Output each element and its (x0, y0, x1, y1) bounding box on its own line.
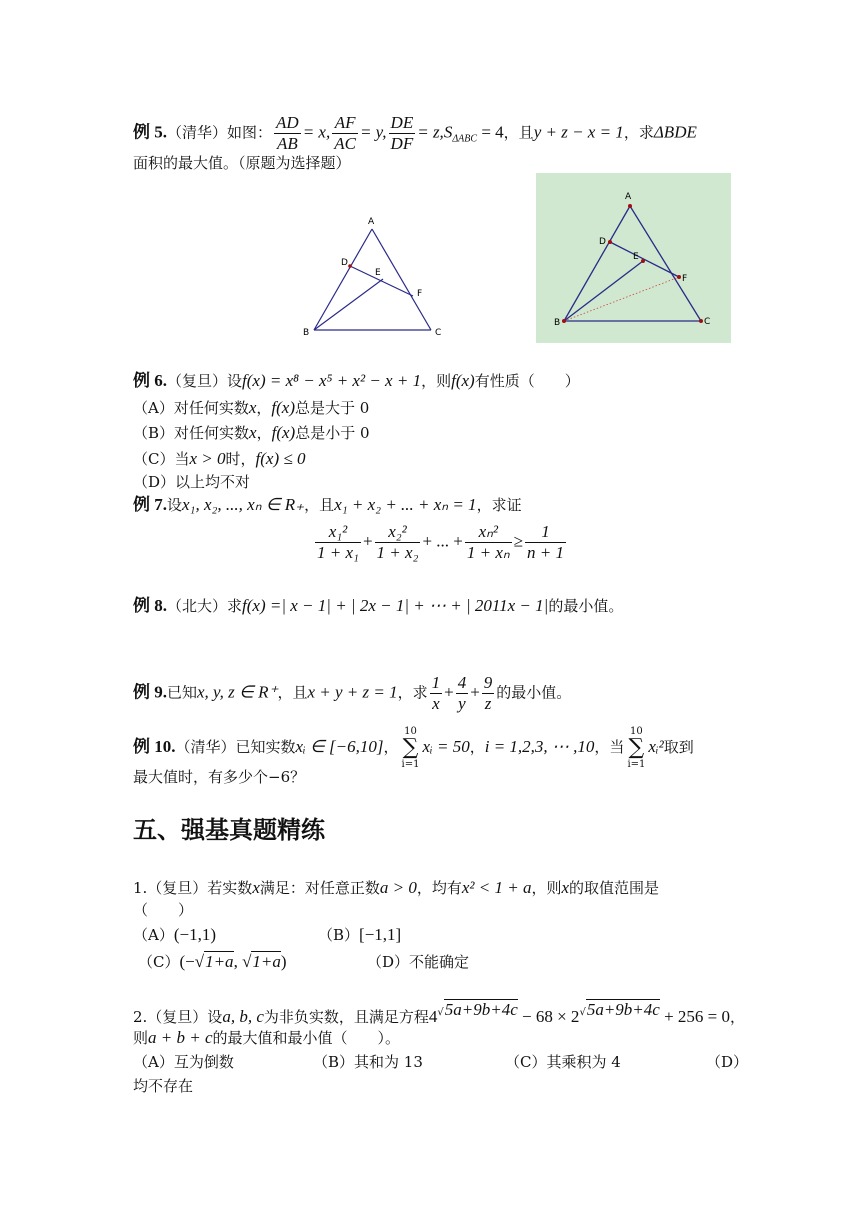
q2-option-d-text: 均不存在 (133, 1077, 194, 1095)
q1-option-b: （B）[−1,1] (318, 925, 402, 944)
label-d: D (599, 237, 606, 247)
label-e: E (375, 268, 381, 278)
fraction-af-ac: $\frac{AF}{AC}$ (334, 113, 356, 153)
option-a: （A）对任何实数x，f(x)总是大于 0 (133, 398, 370, 417)
example-7-line1: 例 7.设x₁, x₂, ..., xₙ ∈ R₊，且x₁ + x₂ + ... + xₙ = 1，求证 (133, 495, 522, 514)
example-label: 例 10. (133, 737, 176, 756)
section-title: 五、强基真题精练 (133, 816, 325, 844)
option-b: （B）对任何实数x，f(x)总是小于 0 (133, 423, 370, 442)
q1-option-d: （D）不能确定 (367, 953, 470, 971)
fraction-de-df: $\frac{DE}{DF}$ (390, 113, 414, 153)
label-c: C (704, 317, 711, 327)
example-5-line2: 面积的最大值。（原题为选择题） (133, 154, 351, 172)
q2-option-b: （B）其和为 13 (313, 1053, 423, 1071)
q1-line1: 1.（复旦）若实数x满足：对任意正数a > 0，均有x² < 1 + a，则x的取值范围是 (133, 878, 660, 897)
example-10-line2: 最大值时，有多少个−6？ (133, 768, 306, 786)
example-10-line1: 例 10.（清华）已知实数xᵢ ∈ [−6,10]， 10 ∑ i=1 xᵢ = 50，i = 1,2,3, ⋯ ,10，当 10 ∑ i=1 xᵢ²取到 (133, 726, 694, 770)
q2-line1: 2.（复旦）设a, b, c为非负实数，且满足方程$4^{√5a+9b+4c} - 68 \times 2^{√5a+9b+4c} + 256 = 0$， (133, 1000, 746, 1026)
example-label: 例 6. (133, 371, 167, 390)
q1-option-a: （A）(−1,1) (133, 925, 217, 944)
label-e: E (633, 252, 639, 262)
label-a: A (625, 192, 632, 202)
example-label: 例 5. (133, 122, 167, 142)
label-b: B (554, 318, 561, 328)
q2-option-d: （D） (706, 1053, 749, 1071)
fraction-ad-ab: $\frac{AD}{AB}$ (276, 113, 299, 153)
target-triangle: ΔBDE (653, 122, 697, 142)
sum-symbol: 10 ∑ i=1 (401, 726, 420, 770)
example-label: 例 8. (133, 596, 167, 615)
example-5-line1: 例 5.（清华）如图： $\frac{AD}{AB}$ = x, $\frac{AF}{AC}$ = y, $\frac{DE}{DF}$ = $z,S_{\Delta ABC} = 4$，且y + z − x = 1，求ΔBDE (133, 113, 697, 153)
option-c: （C）当x > 0时，f(x) ≤ 0 (133, 449, 306, 468)
example-8: 例 8.（北大）求f(x) =| x − 1| + | 2x − 1| + ⋯ + | 2011x − 1|的最小值。 (133, 596, 624, 615)
label-f: F (682, 274, 688, 284)
triangle-figure-shaded (536, 173, 731, 343)
q2-option-c: （C）其乘积为 4 (505, 1053, 621, 1071)
label-f: F (417, 289, 423, 299)
area-symbol: S (443, 122, 453, 142)
label-a: A (368, 217, 375, 227)
inequality-display: $\frac{\text{x₁²}}{\text{1 + x₁}}$ + $\frac{\text{x₂²}}{\text{1 + x₂}}$ + ... + $\frac{\text{xₙ²}}{\text{1 + xₙ}}$ ≥ $\frac{1}{n + 1}$ (317, 522, 565, 562)
q2-line2: 则a + b + c的最大值和最小值（ ）。 (133, 1028, 401, 1047)
option-d: （D）以上均不对 (133, 473, 251, 491)
q1-line2: （ ） (133, 901, 194, 919)
sum-symbol: 10 ∑ i=1 (627, 726, 646, 770)
example-label: 例 9. (133, 682, 167, 702)
example-9: 例 9.已知x, y, z ∈ R⁺，且x + y + z = 1，求 $\frac{1}{x}$ + $\frac{4}{y}$ + $\frac{9}{z}$ 的最小值。 (133, 673, 572, 713)
example-6-line1: 例 6.（复旦）设f(x) = x⁸ − x⁵ + x² − x + 1，则f(x)有性质（ ） (133, 371, 580, 390)
label-d: D (341, 258, 348, 268)
label-c: C (435, 328, 442, 338)
example-label: 例 7. (133, 495, 167, 514)
q2-option-a: （A）互为倒数 (133, 1053, 234, 1071)
q1-option-c: （C）(−√1+a, √1+a) (138, 952, 287, 971)
condition: y + z − x = 1 (533, 122, 624, 142)
example-source: （清华）如图： (167, 123, 273, 142)
label-b: B (303, 328, 310, 338)
function-definition: f(x) = x⁸ − x⁵ + x² − x + 1 (242, 371, 422, 390)
triangle-figure-plain (300, 213, 450, 338)
